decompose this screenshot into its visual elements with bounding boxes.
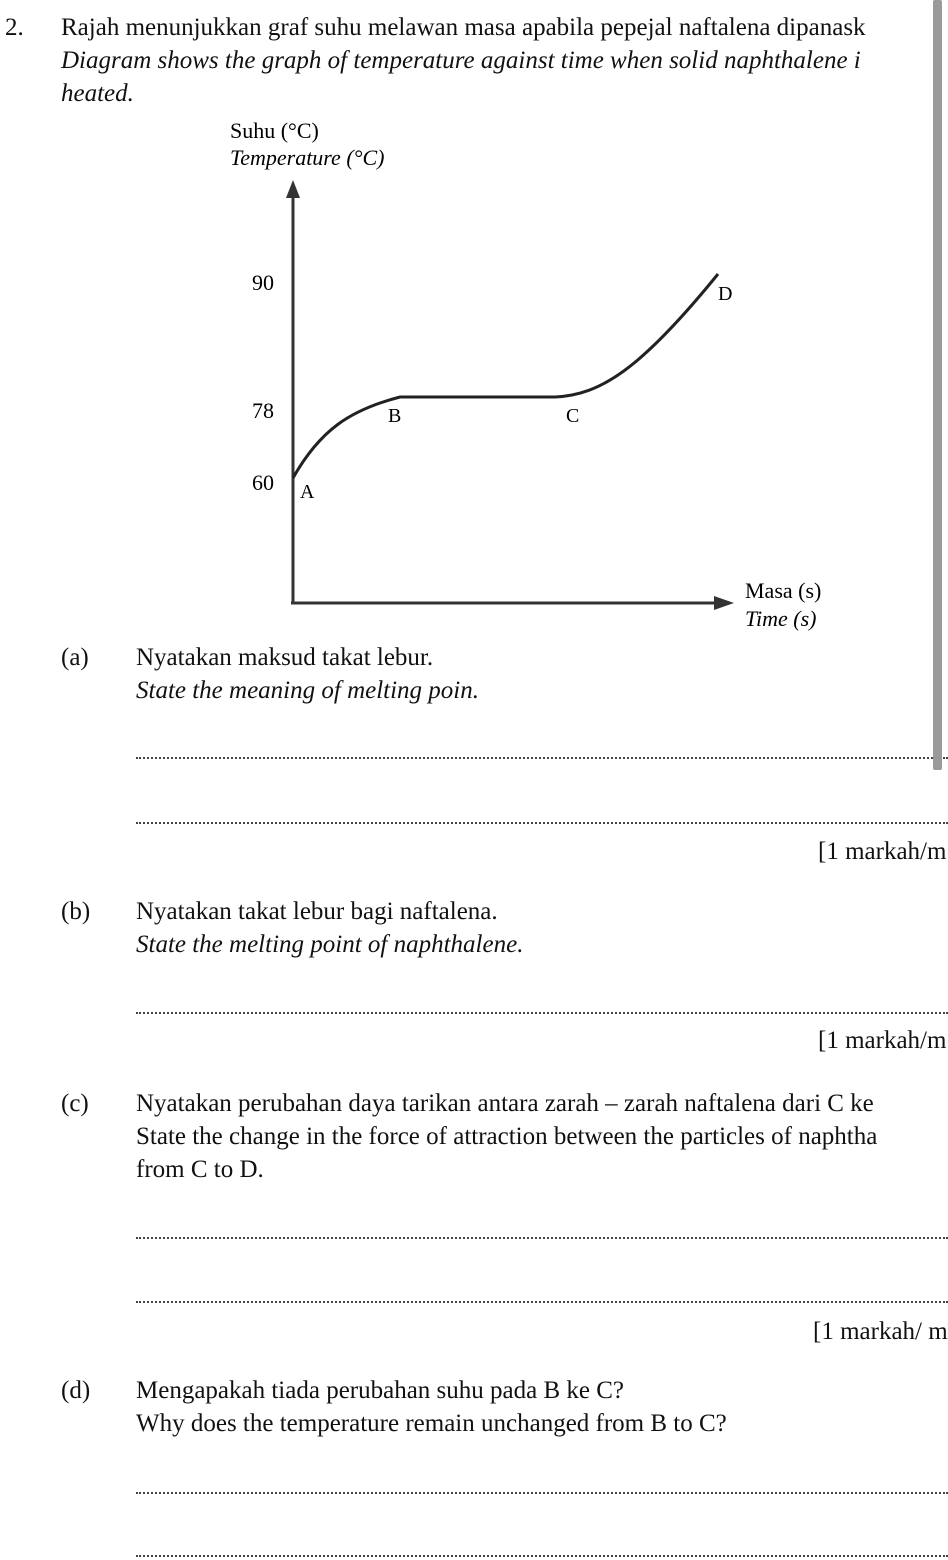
point-label-c: C bbox=[566, 405, 580, 427]
point-label-d: D bbox=[718, 283, 733, 305]
x-axis-arrow bbox=[714, 596, 734, 610]
part-a-answer-line-2[interactable] bbox=[136, 822, 948, 824]
part-d-text-malay: Mengapakah tiada perubahan suhu pada B ke C? bbox=[136, 1377, 625, 1404]
x-axis-label-english: Time (s) bbox=[745, 606, 817, 631]
part-b-marks: [1 markah/m bbox=[818, 1027, 947, 1054]
part-d-answer-line-1[interactable] bbox=[136, 1492, 948, 1494]
tick-label-60: 60 bbox=[252, 470, 274, 495]
x-axis-label-malay: Masa (s) bbox=[745, 578, 822, 603]
heating-curve bbox=[293, 274, 718, 478]
tick-label-90: 90 bbox=[252, 270, 274, 295]
part-c-marks: [1 markah/ m bbox=[813, 1318, 948, 1345]
question-stem-english-line1: Diagram shows the graph of temperature against time when solid naphthalene i bbox=[61, 47, 861, 74]
part-d-label: (d) bbox=[61, 1377, 91, 1404]
part-c-text-english-line1: State the change in the force of attraction between the particles of naphtha bbox=[136, 1123, 878, 1150]
part-c-answer-line-2[interactable] bbox=[136, 1301, 948, 1303]
part-c-text-english-line2: from C to D. bbox=[136, 1156, 264, 1183]
part-a-label: (a) bbox=[61, 644, 89, 671]
part-a-answer-line-1[interactable] bbox=[136, 757, 948, 759]
point-label-a: A bbox=[300, 481, 315, 503]
point-label-b: B bbox=[388, 405, 402, 427]
y-axis-arrow bbox=[286, 180, 300, 198]
part-d-answer-line-2[interactable] bbox=[136, 1555, 948, 1557]
part-c-text-malay: Nyatakan perubahan daya tarikan antara zarah – zarah naftalena dari C ke bbox=[136, 1090, 874, 1117]
part-d-text-english: Why does the temperature remain unchanged from B to C? bbox=[136, 1410, 727, 1437]
part-b-answer-line-1[interactable] bbox=[136, 1012, 948, 1014]
part-a-text-malay: Nyatakan maksud takat lebur. bbox=[136, 644, 434, 671]
question-number: 2. bbox=[5, 14, 24, 41]
part-c-answer-line-1[interactable] bbox=[136, 1237, 948, 1239]
part-b-text-malay: Nyatakan takat lebur bagi naftalena. bbox=[136, 898, 498, 925]
part-b-text-english: State the melting point of naphthalene. bbox=[136, 931, 524, 958]
part-a-marks: [1 markah/m bbox=[818, 838, 947, 865]
part-a-text-english: State the meaning of melting poin. bbox=[136, 677, 480, 704]
question-stem-malay: Rajah menunjukkan graf suhu melawan masa apabila pepejal naftalena dipanask bbox=[61, 14, 866, 41]
part-c-label: (c) bbox=[61, 1090, 89, 1117]
question-stem-english-line2: heated. bbox=[61, 80, 134, 107]
part-b-label: (b) bbox=[61, 898, 91, 925]
y-axis-label-english: Temperature (°C) bbox=[230, 145, 385, 170]
y-axis-label-malay: Suhu (°C) bbox=[230, 118, 319, 143]
temperature-time-graph bbox=[0, 0, 948, 650]
vertical-scrollbar[interactable] bbox=[933, 0, 942, 770]
tick-label-78: 78 bbox=[252, 398, 274, 423]
